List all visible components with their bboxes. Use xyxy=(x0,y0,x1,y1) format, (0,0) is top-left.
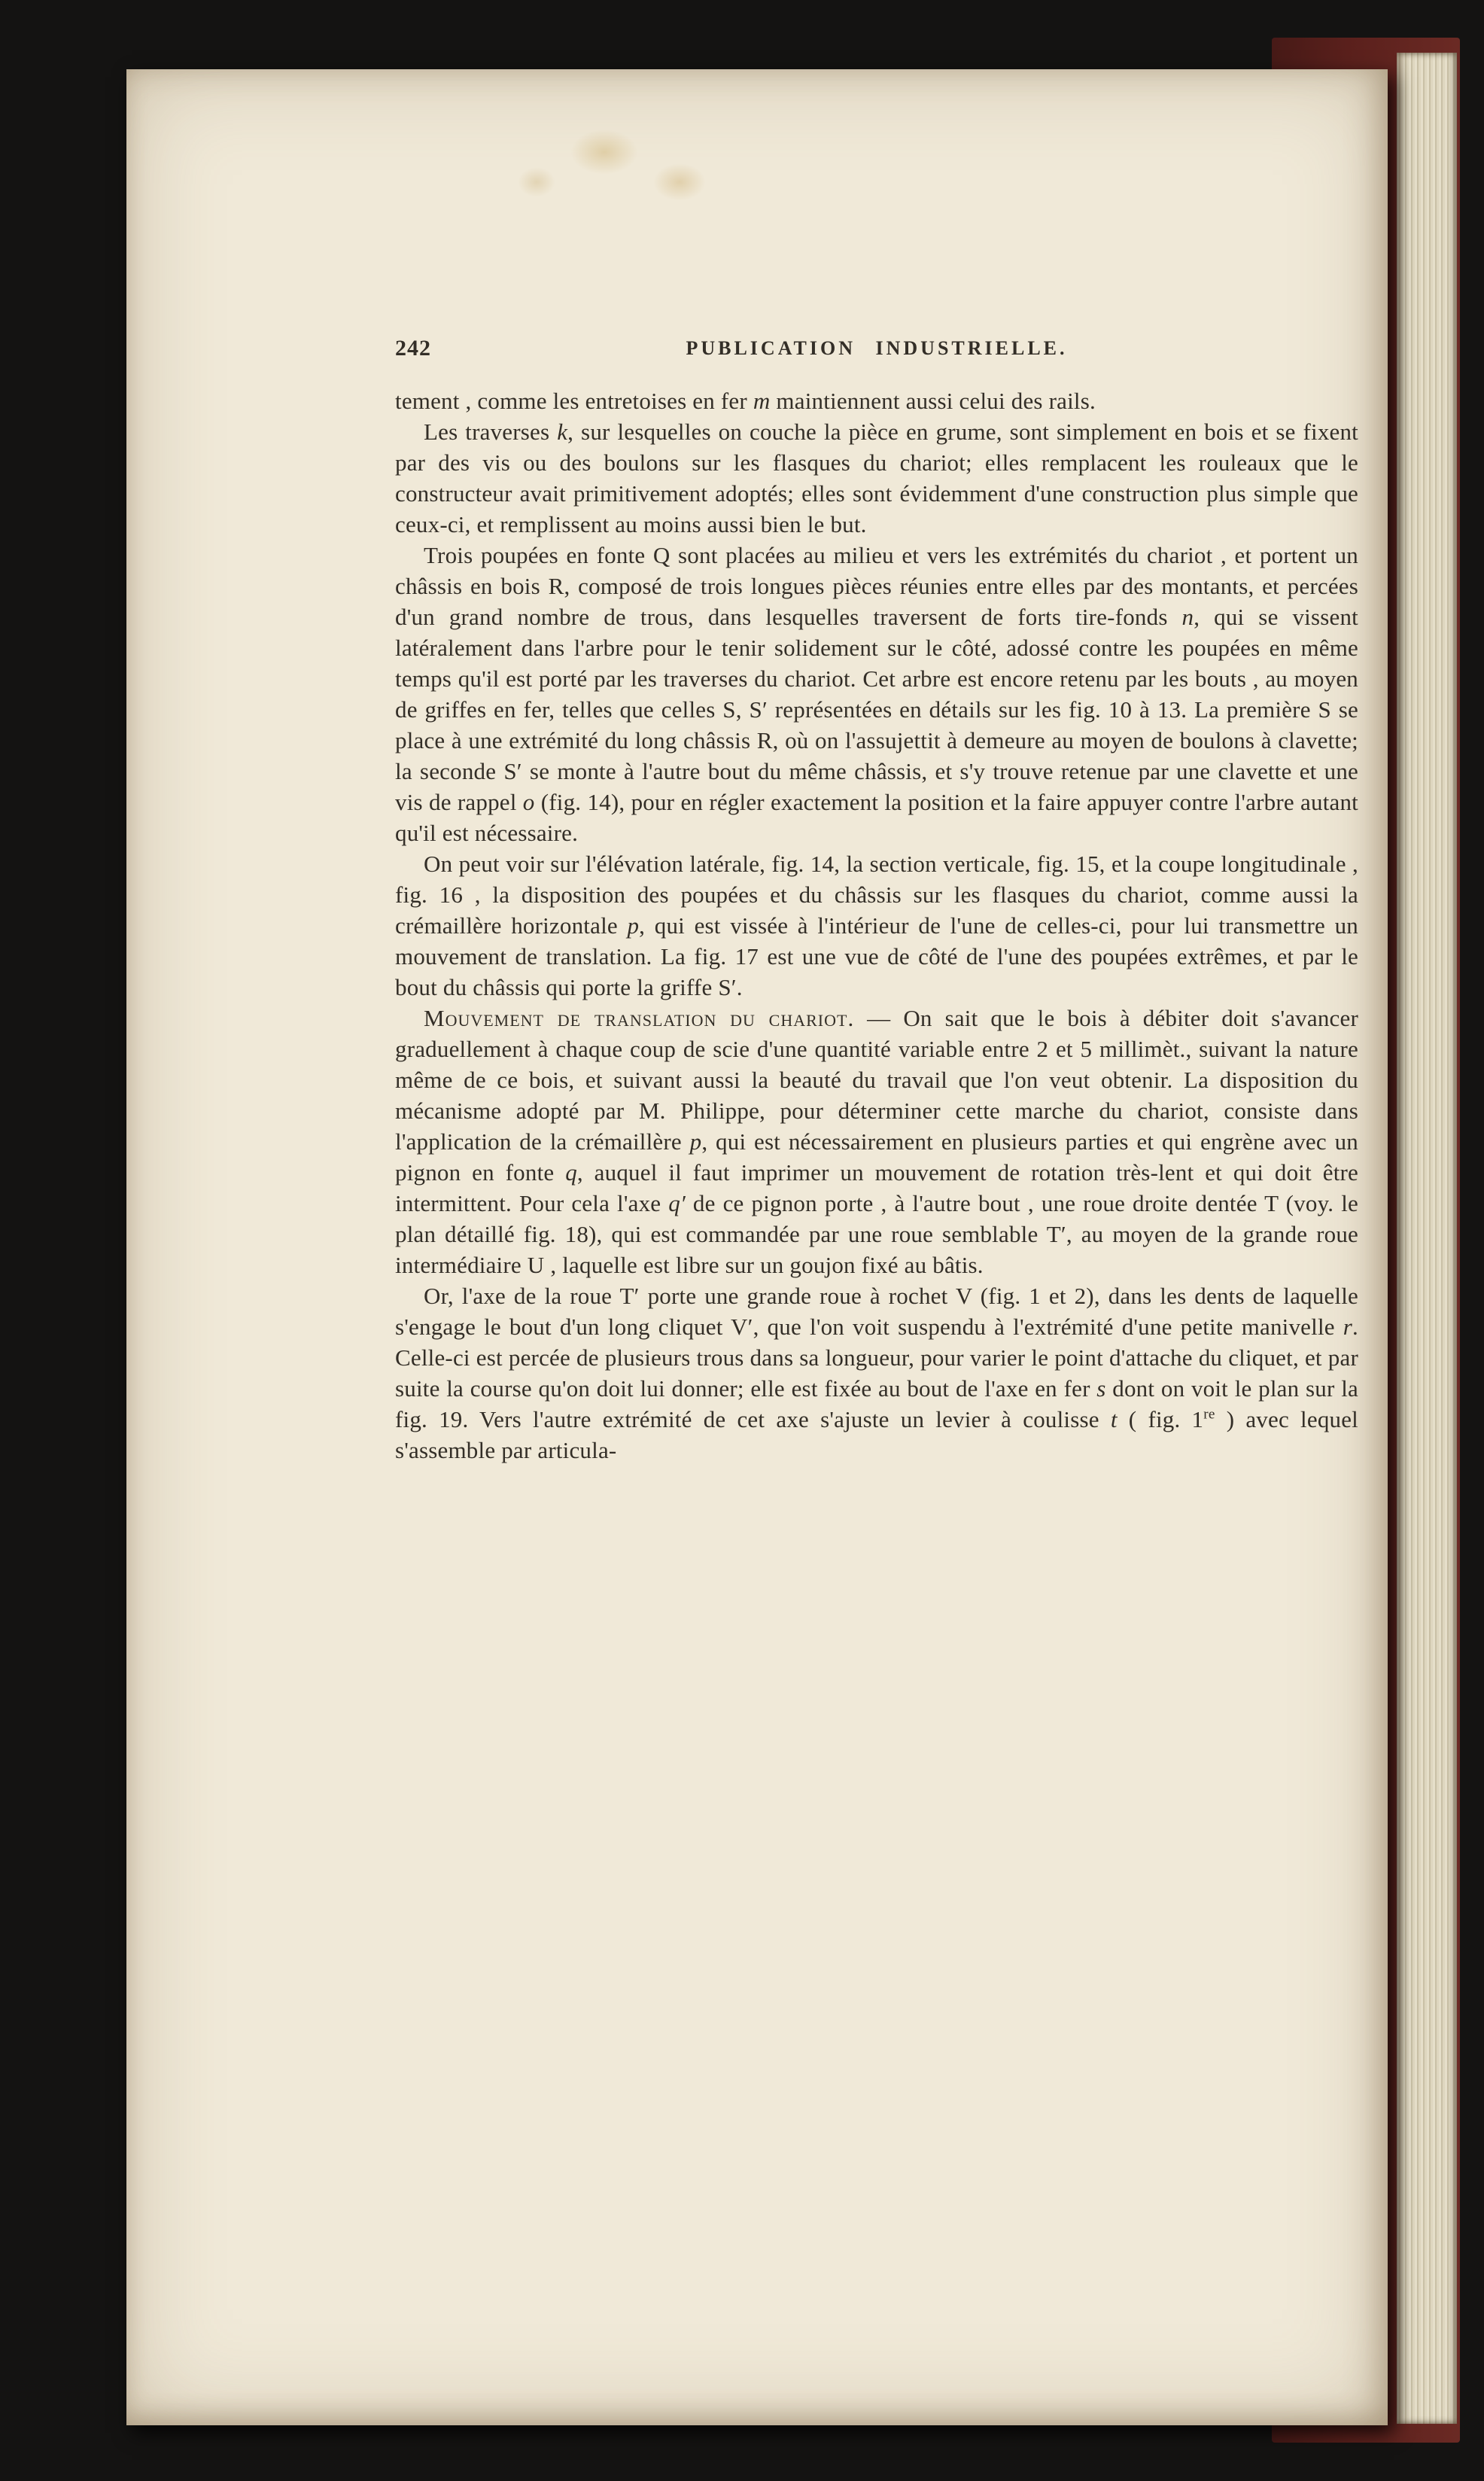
text-run: Mouvement de translation du chariot. xyxy=(424,1005,855,1031)
text-run: q′ xyxy=(668,1190,686,1216)
text-run: p xyxy=(689,1128,702,1155)
paper-stain xyxy=(653,163,706,201)
book-page xyxy=(126,69,1388,2425)
text-run: re xyxy=(1203,1406,1215,1423)
page-edge-stack xyxy=(1397,53,1457,2424)
text-run: s xyxy=(1096,1375,1106,1402)
paper-stain xyxy=(518,167,555,197)
text-run: p xyxy=(627,912,640,939)
paragraph: tement , comme les entretoises en fer m maintiennent aussi celui des rails. xyxy=(395,388,1096,414)
text-run: m xyxy=(753,388,771,414)
page-number: 242 xyxy=(395,336,431,361)
paper-stain xyxy=(570,129,638,175)
text-run: r xyxy=(1343,1314,1353,1340)
text-area xyxy=(395,334,1358,1466)
paragraph: Mouvement de translation du chariot. — On sait que le bois à débiter doit s'avancer graduellement à chaque coup de scie d'une quantité variable entre 2 et 5 millimèt., suivant la nature même de ce bois, et suivant aussi la beauté du travail que l'on veut obtenir. La disposition du mécanisme adopté par M. Philippe, pour déterminer cette marche du chariot, consiste dans l'application de la crémaillère p, qui est nécessairement en plusieurs parties et qui engrène avec un pignon en fonte q, auquel il faut imprimer un mouvement de rotation très-lent et qui doit être intermittent. Pour cela l'axe q′ de ce pignon porte , à l'autre bout , une roue droite dentée T (voy. le plan détaillé fig. 18), qui est commandée par une roue semblable T′, au moyen de la grande roue intermédiaire U , laquelle est libre sur un goujon fixé au bâtis. xyxy=(395,1005,1358,1278)
paragraph: On peut voir sur l'élévation latérale, fig. 14, la section verticale, fig. 15, et la coupe longitudinale , fig. 16 , la disposition des poupées et du châssis sur les flasques du chariot, comme aussi la crémaillère horizontale p, qui est vissée à l'intérieur de l'une de celles-ci, pour lui transmettre un mouvement de translation. La fig. 17 est une vue de côté de l'une des poupées extrêmes, et par le bout du châssis qui porte la griffe S′. xyxy=(395,851,1358,1000)
paragraph: Les traverses k, sur lesquelles on couche la pièce en grume, sont simplement en bois et se fixent par des vis ou des boulons sur les flasques du chariot; elles remplacent les rouleaux que le constructeur avait primitivement adoptés; elles sont évidemment d'une construction plus simple que ceux-ci, et remplissent au moins aussi bien le but. xyxy=(395,419,1358,537)
running-title: PUBLICATION INDUSTRIELLE. xyxy=(686,337,1068,359)
running-head xyxy=(395,334,1358,367)
paragraph: Or, l'axe de la roue T′ porte une grande roue à rochet V (fig. 1 et 2), dans les dents de laquelle s'engage le bout d'un long cliquet V′, que l'on voit suspendu à l'extrémité d'une petite manivelle r. Celle-ci est percée de plusieurs trous dans sa longueur, pour varier le point d'attache du cliquet, et par suite la course qu'on doit lui donner; elle est fixée au bout de l'axe en fer s dont on voit le plan sur la fig. 19. Vers l'autre extrémité de cet axe s'ajuste un levier à coulisse t ( fig. 1re ) avec lequel s'assemble par articula- xyxy=(395,1283,1358,1463)
text-run: o xyxy=(522,789,535,815)
text-run: n xyxy=(1181,604,1194,630)
text-run: q xyxy=(565,1159,577,1186)
text-block xyxy=(395,385,1358,1466)
text-run: k xyxy=(557,419,568,445)
paragraph: Trois poupées en fonte Q sont placées au milieu et vers les extrémités du chariot , et portent un châssis en bois R, composé de trois longues pièces réunies entre elles par des montants, et percées d'un grand nombre de trous, dans lesquelles traversent de forts tire-fonds n, qui se vissent latéralement dans l'arbre pour le tenir solidement sur le côté, adossé contre les poupées en même temps qu'il est porté par les traverses du chariot. Cet arbre est encore retenu par les bouts , au moyen de griffes en fer, telles que celles S, S′ représentées en détails sur les fig. 10 à 13. La première S se place à une extrémité du long châssis R, où on l'assujettit à demeure au moyen de boulons à clavette; la seconde S′ se monte à l'autre bout du même châssis, et s'y trouve retenue par une clavette et une vis de rappel o (fig. 14), pour en régler exactement la position et la faire appuyer contre l'arbre autant qu'il est nécessaire. xyxy=(395,542,1358,846)
text-run: t xyxy=(1110,1406,1118,1432)
